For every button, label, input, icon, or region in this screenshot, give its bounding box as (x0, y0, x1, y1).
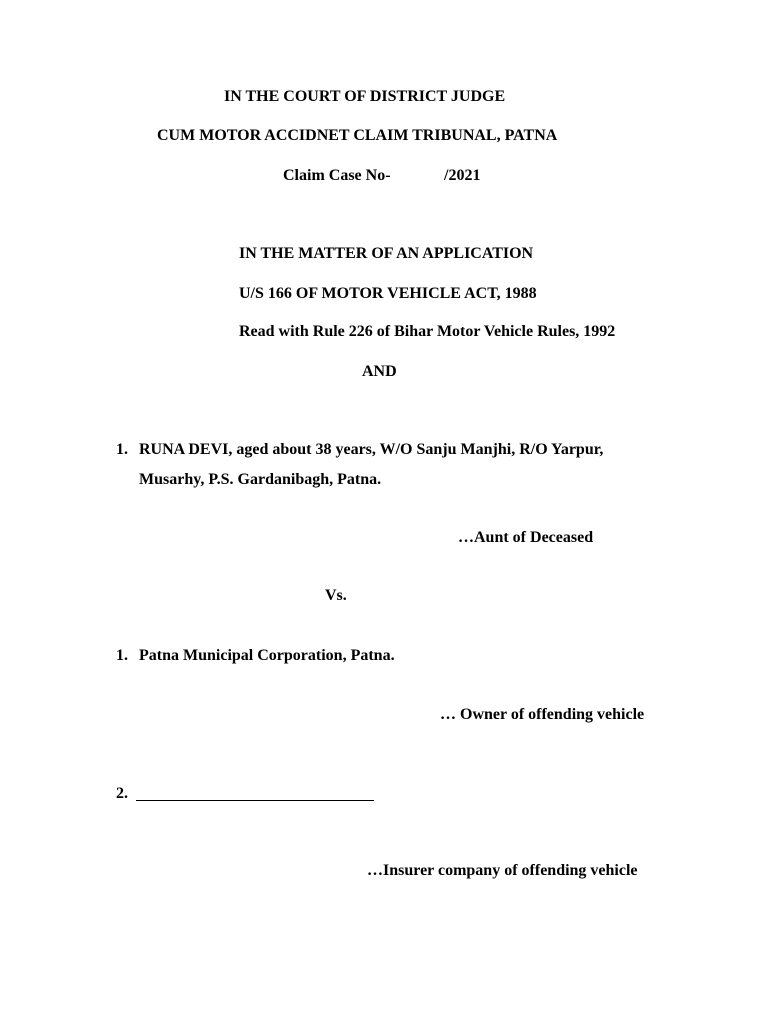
versus: Vs. (325, 587, 347, 604)
respondent-2-number: 2. (116, 785, 128, 802)
claimant-line-2: Musarhy, P.S. Gardanibagh, Patna. (139, 471, 382, 488)
tribunal-title: CUM MOTOR ACCIDNET CLAIM TRIBUNAL, PATNA (157, 127, 558, 144)
matter-line-1: IN THE MATTER OF AN APPLICATION (239, 245, 534, 262)
court-title: IN THE COURT OF DISTRICT JUDGE (224, 88, 506, 105)
respondent-1-number: 1. (116, 647, 128, 664)
case-number-label: Claim Case No- (283, 167, 391, 184)
claimant-number: 1. (116, 441, 128, 458)
respondent-1-name: Patna Municipal Corporation, Patna. (139, 647, 395, 664)
case-year: /2021 (444, 167, 481, 184)
matter-line-3: Read with Rule 226 of Bihar Motor Vehicle Rules, 1992 (239, 323, 616, 340)
respondent-2-role: …Insurer company of offending vehicle (367, 862, 638, 879)
claimant-role: …Aunt of Deceased (458, 529, 594, 546)
respondent-1-role: … Owner of offending vehicle (440, 706, 645, 723)
and-separator: AND (362, 363, 397, 380)
matter-line-2: U/S 166 OF MOTOR VEHICLE ACT, 1988 (239, 285, 537, 302)
respondent-2-blank-line (136, 800, 374, 801)
claimant-line-1: RUNA DEVI, aged about 38 years, W/O Sanju Manjhi, R/O Yarpur, (139, 441, 604, 458)
